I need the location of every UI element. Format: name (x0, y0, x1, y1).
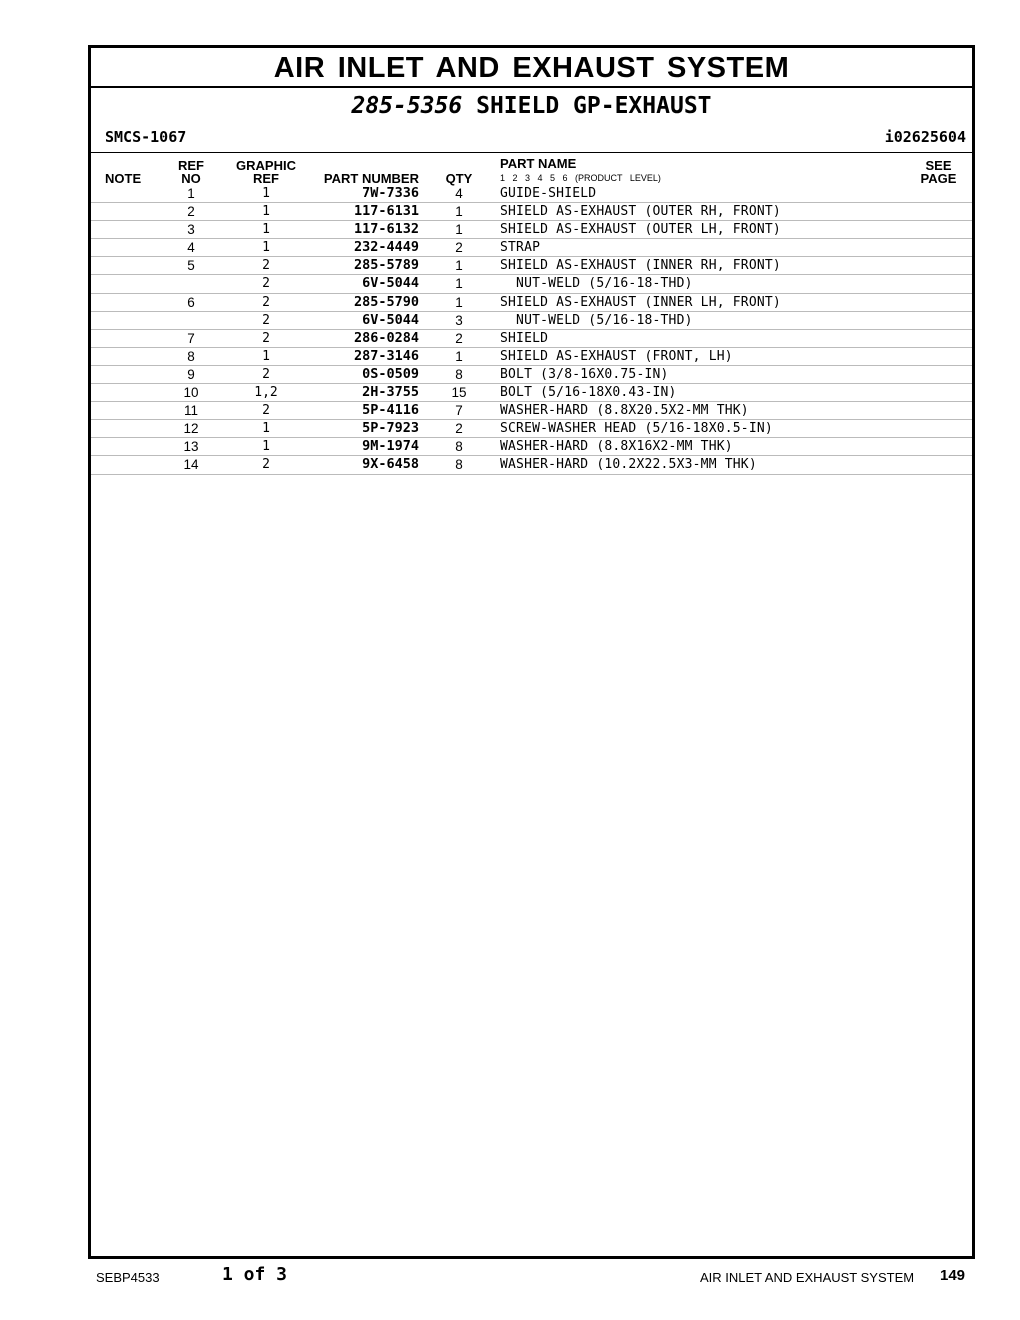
title-bar (91, 48, 972, 88)
document-frame (88, 45, 975, 1259)
graphic-ref-cell: 2 (262, 294, 270, 310)
graphic-ref-cell: 1 (262, 222, 270, 238)
graphic-ref-cell: 2 (262, 403, 270, 419)
part-number-cell: 232-4449 (353, 239, 419, 256)
illustration-id: i02625604 (884, 128, 966, 146)
table-row (91, 348, 972, 366)
part-name-cell: STRAP (500, 240, 541, 256)
footer-page-number: 149 (940, 1267, 966, 1284)
part-number-cell: 6V-5044 (362, 311, 419, 328)
part-number-cell: 117-6132 (353, 221, 419, 238)
ref-no-cell: 1 (187, 186, 195, 201)
part-name-cell: WASHER-HARD (8.8X16X2-MM THK) (500, 439, 733, 455)
table-row (91, 384, 972, 402)
part-number-cell: 5P-4116 (362, 402, 419, 419)
group-name: SHIELD GP-EXHAUST (476, 93, 712, 119)
qty-cell: 2 (455, 240, 463, 256)
col-ref-bottom: NO (181, 171, 201, 186)
col-see-bottom: PAGE (920, 171, 957, 186)
ref-no-cell: 2 (187, 204, 195, 220)
table-row (91, 203, 972, 221)
ref-no-cell: 10 (183, 385, 199, 401)
graphic-ref-cell: 2 (262, 330, 270, 346)
graphic-ref-cell: 2 (262, 312, 270, 328)
ref-no-cell: 7 (187, 330, 195, 346)
table-row (91, 239, 972, 257)
ref-no-cell: 4 (187, 240, 195, 256)
graphic-ref-cell: 2 (262, 276, 270, 292)
ref-no-cell: 8 (187, 348, 195, 364)
qty-cell: 1 (455, 348, 463, 364)
qty-cell: 7 (455, 403, 463, 419)
col-qty: QTY (445, 171, 473, 186)
group-part-number: 285-5356 (351, 93, 463, 119)
page-title: AIR INLET AND EXHAUST SYSTEM (273, 52, 790, 84)
part-number-cell: 7W-7336 (362, 185, 419, 201)
part-name-cell: BOLT (3/8-16X0.75-IN) (500, 366, 669, 382)
col-product-level: 1 2 3 4 5 6 (PRODUCT LEVEL) (500, 173, 661, 183)
part-name-cell: SHIELD AS-EXHAUST (OUTER RH, FRONT) (500, 204, 781, 220)
part-name-cell: NUT-WELD (5/16-18-THD) (500, 312, 693, 328)
qty-cell: 1 (455, 276, 463, 292)
part-number-cell: 0S-0509 (362, 365, 419, 382)
part-name-cell: BOLT (5/16-18X0.43-IN) (500, 385, 677, 401)
smcs-code: SMCS-1067 (105, 128, 187, 146)
qty-cell: 1 (455, 294, 463, 310)
col-part-name: PART NAME (500, 156, 577, 171)
part-number-cell: 9X-6458 (362, 456, 419, 473)
part-number-cell: 285-5789 (353, 257, 419, 274)
part-number-cell: 6V-5044 (362, 275, 419, 292)
table-row (91, 420, 972, 438)
ref-no-cell: 5 (187, 258, 195, 274)
graphic-ref-cell: 1 (262, 348, 270, 364)
table-row (91, 312, 972, 330)
parts-list (91, 185, 972, 475)
qty-cell: 1 (455, 222, 463, 238)
table-row (91, 257, 972, 275)
graphic-ref-cell: 2 (262, 366, 270, 382)
header-divider (91, 152, 972, 153)
table-row (91, 456, 972, 474)
col-part-number: PART NUMBER (323, 171, 419, 186)
part-name-cell: SHIELD AS-EXHAUST (FRONT, LH) (500, 348, 733, 364)
part-number-cell: 9M-1974 (362, 438, 419, 455)
qty-cell: 8 (455, 439, 463, 455)
table-row (91, 221, 972, 239)
part-name-cell: WASHER-HARD (8.8X20.5X2-MM THK) (500, 403, 749, 419)
qty-cell: 3 (455, 312, 463, 328)
graphic-ref-cell: 1 (262, 186, 270, 201)
ref-no-cell: 11 (183, 403, 198, 419)
graphic-ref-cell: 2 (262, 258, 270, 274)
graphic-ref-cell: 1 (262, 439, 270, 455)
table-row (91, 294, 972, 312)
group-heading (91, 91, 972, 121)
part-name-cell: SCREW-WASHER HEAD (5/16-18X0.5-IN) (500, 421, 773, 437)
part-name-cell: WASHER-HARD (10.2X22.5X3-MM THK) (500, 457, 757, 473)
ref-no-cell: 6 (187, 294, 195, 310)
table-row (91, 185, 972, 203)
qty-cell: 1 (455, 258, 463, 274)
table-row (91, 366, 972, 384)
ref-no-cell: 12 (183, 421, 199, 437)
qty-cell: 2 (455, 330, 463, 346)
footer-page-of: 1 of 3 (222, 1264, 288, 1285)
col-graphic-bottom: REF (253, 171, 279, 186)
graphic-ref-cell: 1 (262, 240, 270, 256)
ref-no-cell: 13 (183, 439, 199, 455)
col-graphic-top: GRAPHIC (236, 158, 296, 173)
part-number-cell: 5P-7923 (362, 420, 419, 437)
qty-cell: 8 (455, 366, 463, 382)
part-name-cell: SHIELD AS-EXHAUST (INNER RH, FRONT) (500, 258, 781, 274)
ref-no-cell: 9 (187, 366, 195, 382)
part-number-cell: 286-0284 (353, 329, 419, 346)
qty-cell: 4 (455, 186, 463, 201)
part-number-cell: 287-3146 (353, 347, 419, 364)
ref-no-cell: 3 (187, 222, 195, 238)
table-row (91, 402, 972, 420)
part-number-cell: 285-5790 (353, 293, 419, 310)
part-number-cell: 2H-3755 (362, 384, 419, 401)
qty-cell: 2 (455, 421, 463, 437)
graphic-ref-cell: 2 (262, 457, 270, 473)
part-number-cell: 117-6131 (353, 203, 419, 220)
table-row (91, 330, 972, 348)
qty-cell: 1 (455, 204, 463, 220)
table-row (91, 275, 972, 293)
graphic-ref-cell: 1 (262, 204, 270, 220)
qty-cell: 15 (451, 385, 467, 401)
ref-no-cell: 14 (183, 457, 199, 473)
graphic-ref-cell: 1,2 (254, 385, 278, 401)
table-row (91, 438, 972, 456)
col-ref-top: REF (178, 158, 204, 173)
col-see-top: SEE (925, 158, 952, 173)
col-note: NOTE (105, 171, 142, 186)
part-name-cell: SHIELD (500, 330, 549, 346)
part-name-cell: NUT-WELD (5/16-18-THD) (500, 276, 693, 292)
footer-doc-id: SEBP4533 (96, 1270, 160, 1285)
qty-cell: 8 (455, 457, 463, 473)
graphic-ref-cell: 1 (262, 421, 270, 437)
part-name-cell: GUIDE-SHIELD (500, 186, 597, 201)
part-name-cell: SHIELD AS-EXHAUST (INNER LH, FRONT) (500, 294, 781, 310)
footer-section: AIR INLET AND EXHAUST SYSTEM (700, 1270, 915, 1285)
part-name-cell: SHIELD AS-EXHAUST (OUTER LH, FRONT) (500, 222, 781, 238)
